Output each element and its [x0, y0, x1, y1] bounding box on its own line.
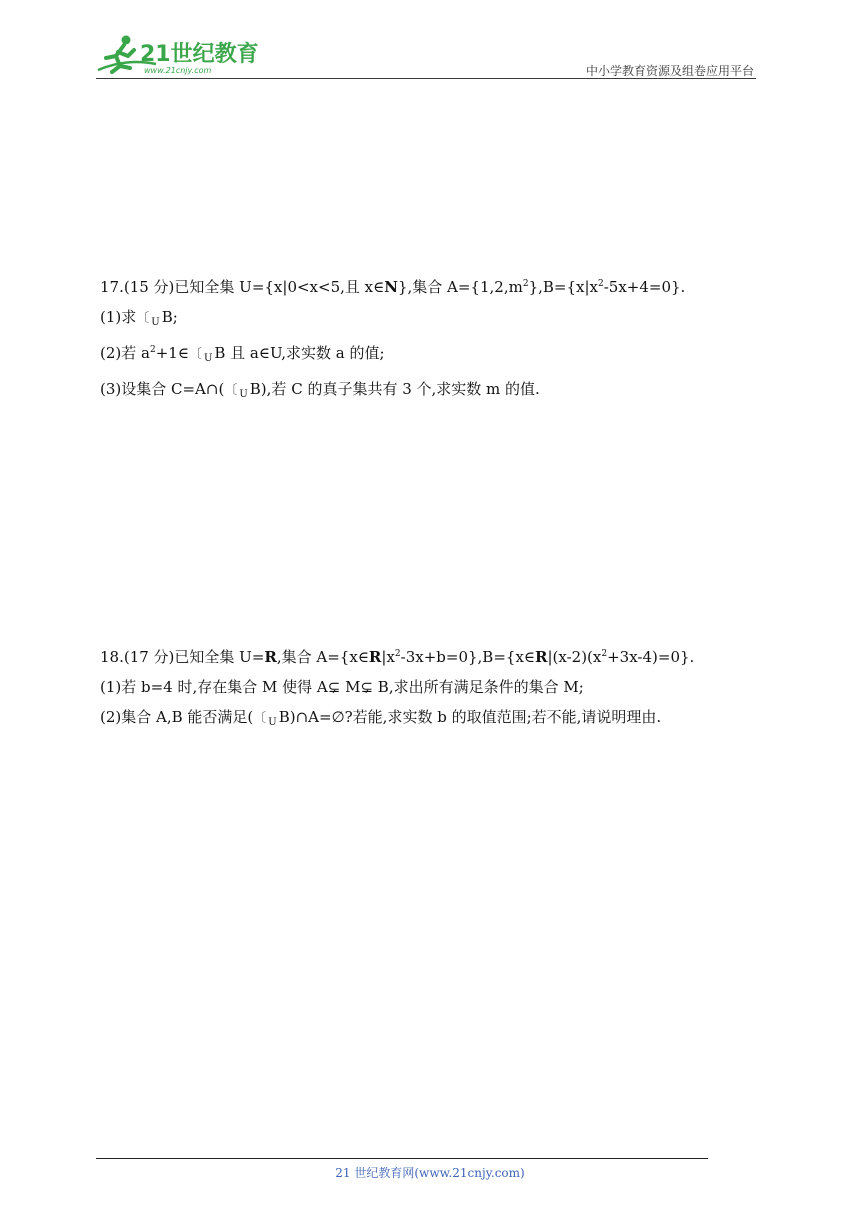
- svg-text:21世纪教育: 21世纪教育: [140, 42, 259, 67]
- complement-symbol-icon: 〔: [224, 383, 238, 398]
- svg-text:www.21cnjy.com: www.21cnjy.com: [144, 66, 212, 75]
- footer-site-link[interactable]: 21 世纪教育网(www.21cnjy.com): [335, 1166, 525, 1180]
- question-17-part-1: (1)求〔 $_U$ B;: [100, 302, 760, 338]
- question-18-stem: 18.(17 分)已知全集 U=R,集合 $A=\{x\in R|x^2-3x+b=0\},B=\{x\in R|(x-2)(x^2+3x-4)=0\}$.: [100, 648, 695, 666]
- complement-symbol-icon: 〔: [253, 711, 267, 726]
- question-17-part-2: (2)若 $a^2+1\in$〔 $_U$ B 且 a∈U,求实数 a 的值;: [100, 338, 760, 374]
- question-18: [100, 642, 760, 738]
- question-18-part-1: (1)若 b=4 时,存在集合 M 使得 A⊊ M⊊ B,求出所有满足条件的集合 M;: [100, 678, 584, 696]
- complement-symbol-icon: 〔: [188, 347, 202, 362]
- header-rule: [96, 78, 756, 79]
- question-17-stem: 17.(15 分)已知全集 U={x|0<x<5,且 x∈N},集合 $A=\{1,2,m^2\},B=\{x|x^2-5x+4=0\}$.: [100, 278, 686, 296]
- question-18-part-2: (2)集合 A,B 能否满足(〔 $_U$ B)∩A=∅?若能,求实数 b 的取值范围;若不能,请说明理由.: [100, 702, 760, 738]
- site-logo: [96, 34, 261, 76]
- header-platform-label: 中小学教育资源及组卷应用平台: [585, 64, 754, 78]
- question-17-part-3: (3)设集合 C=A∩(〔 $_U$ B),若 C 的真子集共有 3 个,求实数 m 的值.: [100, 374, 760, 410]
- question-17: [100, 272, 760, 410]
- footer-rule: [96, 1158, 708, 1159]
- complement-symbol-icon: 〔: [136, 311, 150, 326]
